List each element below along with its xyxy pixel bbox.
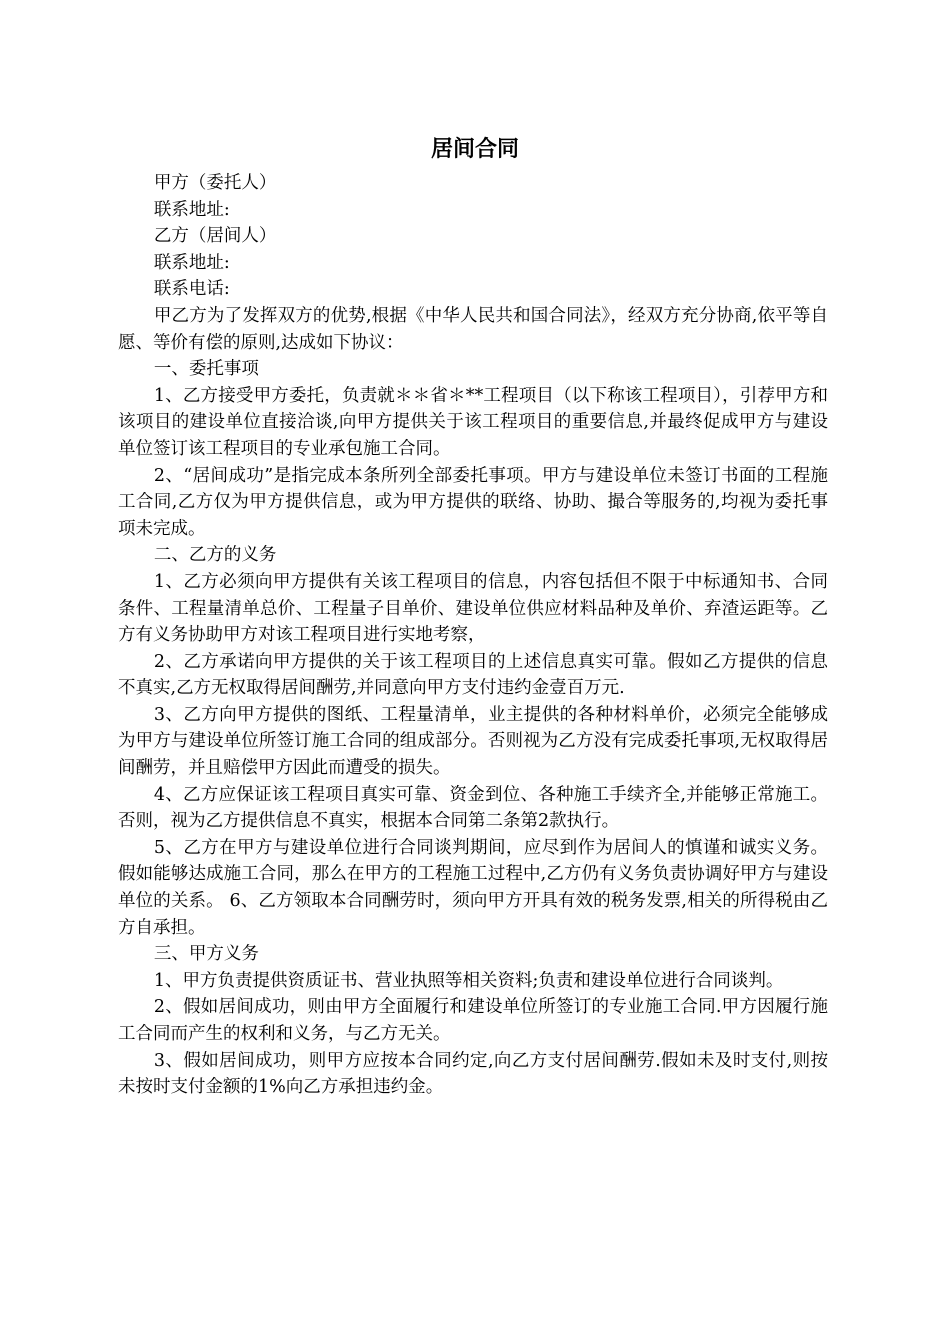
- clause-paragraph: 1、乙方接受甲方委托，负责就＊＊省＊**工程项目（以下称该工程项目），引荐甲方和该项目的建设单位直接洽谈,向甲方提供关于该工程项目的重要信息,并最终促成甲方与建设单位签订该工程项目的专业承包施工合同。: [118, 385, 828, 459]
- clause-paragraph: 2、假如居间成功，则由甲方全面履行和建设单位所签订的专业施工合同.甲方因履行施工合同而产生的权利和义务，与乙方无关。: [118, 997, 828, 1044]
- clause-paragraph: 3、乙方向甲方提供的图纸、工程量清单，业主提供的各种材料单价，必须完全能够成为甲方与建设单位所签订施工合同的组成部分。否则视为乙方没有完成委托事项,无权取得居间酬劳，并且赔偿甲方因此而遭受的损失。: [118, 704, 828, 779]
- clause-paragraph: 1、甲方负责提供资质证书、营业执照等相关资料;负责和建设单位进行合同谈判。: [153, 970, 784, 991]
- preamble-paragraph: 甲乙方为了发挥双方的优势,根据《中华人民共和国合同法》，经双方充分协商,依平等自愿、等价有偿的原则,达成如下协议：: [118, 305, 828, 353]
- document-title: 居间合同: [430, 136, 519, 162]
- party-b-address: 联系地址:: [153, 252, 230, 273]
- clause-paragraph: 3、假如居间成功，则甲方应按本合同约定,向乙方支付居间酬劳.假如未及时支付,则按未按时支付金额的1%向乙方承担违约金。: [118, 1050, 828, 1098]
- party-b-label: 乙方（居间人）: [153, 226, 277, 247]
- party-a-address: 联系地址:: [153, 199, 230, 220]
- clause-paragraph: 2、乙方承诺向甲方提供的关于该工程项目的上述信息真实可靠。假如乙方提供的信息不真实,乙方无权取得居间酬劳,并同意向甲方支付违约金壹百万元.: [118, 651, 828, 699]
- section-heading-3: 三、甲方义务: [153, 944, 259, 965]
- clause-paragraph: 1、乙方必须向甲方提供有关该工程项目的信息，内容包括但不限于中标通知书、合同条件、工程量清单总价、工程量子目单价、建设单位供应材料品种及单价、弃渣运距等。乙方有义务协助甲方对该工程项目进行实地考察，: [118, 571, 828, 646]
- section-heading-2: 二、乙方的义务: [153, 545, 277, 566]
- clause-paragraph: 4、乙方应保证该工程项目真实可靠、资金到位、各种施工手续齐全,并能够正常施工。否则，视为乙方提供信息不真实，根据本合同第二条第2款执行。: [118, 784, 828, 832]
- section-heading-1: 一、委托事项: [153, 359, 259, 380]
- clause-paragraph: 5、乙方在甲方与建设单位进行合同谈判期间，应尽到作为居间人的慎谨和诚实义务。假如能够达成施工合同，那么在甲方的工程施工过程中,乙方仍有义务负责协调好甲方与建设单位的关系。 6、乙方领取本合同酬劳时，须向甲方开具有效的税务发票,相关的所得税由乙方自承担。: [118, 837, 828, 938]
- party-b-phone: 联系电话:: [153, 279, 230, 300]
- clause-paragraph: 2、“居间成功”是指完成本条所列全部委托事项。甲方与建设单位未签订书面的工程施工合同,乙方仅为甲方提供信息，或为甲方提供的联络、协助、撮合等服务的,均视为委托事项未完成。: [118, 465, 828, 539]
- document-body: [118, 170, 828, 1101]
- party-a-label: 甲方（委托人）: [153, 173, 277, 193]
